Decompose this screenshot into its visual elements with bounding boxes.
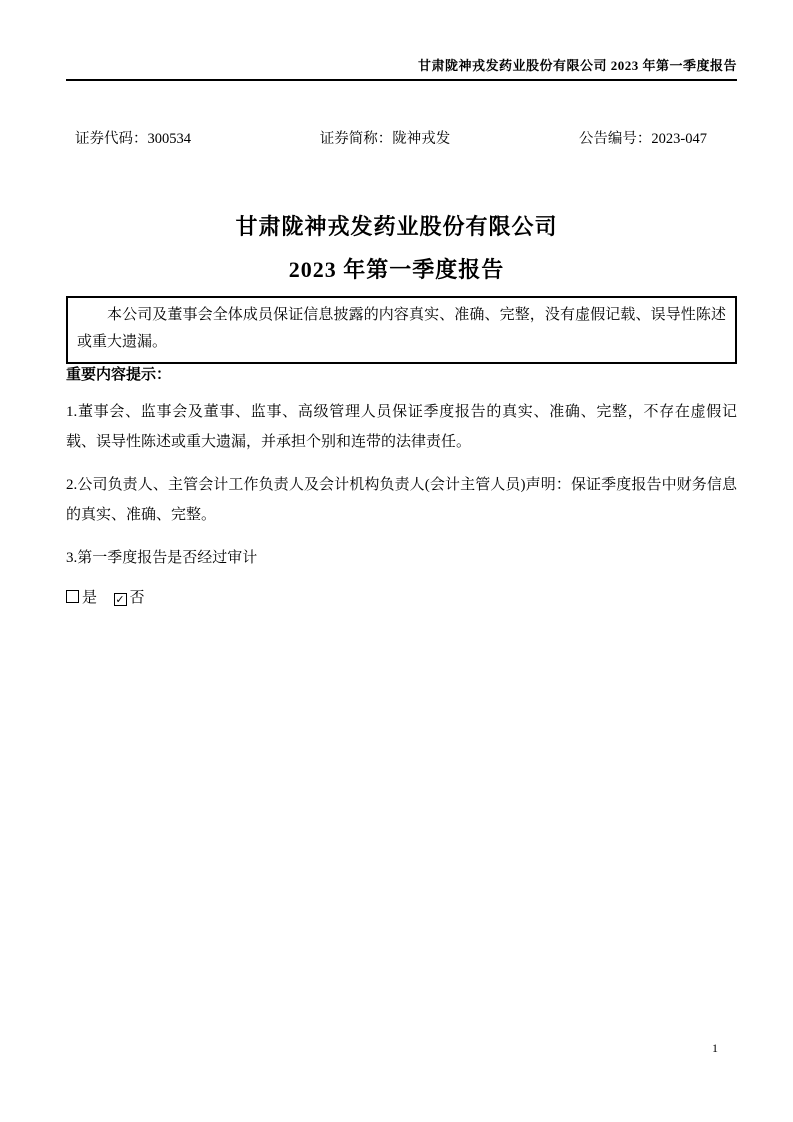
announcement-number: 公告编号：2023-047 [578, 131, 707, 147]
audit-no-label: 否 [129, 590, 145, 606]
audit-yes-label: 是 [82, 590, 98, 606]
checkbox-unchecked-icon [66, 590, 79, 603]
notice-item-1: 1.董事会、监事会及董事、监事、高级管理人员保证季度报告的真实、准确、完整，不存在虚假记载、误导性陈述或重大遗漏，并承担个别和连带的法律责任。 [66, 404, 737, 450]
page-header [66, 55, 737, 81]
important-notice-section [66, 366, 737, 607]
company-title: 甘肃陇神戎发药业股份有限公司 [235, 214, 558, 239]
statement-text: 本公司及董事会全体成员保证信息披露的内容真实、准确、完整，没有虚假记载、误导性陈述或重大遗漏。 [77, 307, 726, 350]
notice-heading: 重要内容提示： [66, 367, 172, 383]
stock-abbr: 证券简称：陇神戎发 [319, 131, 451, 147]
stock-code: 证券代码：300534 [75, 131, 191, 147]
notice-item-3: 3.第一季度报告是否经过审计 [66, 550, 258, 566]
statement-box [66, 296, 737, 364]
checkbox-checked-icon [114, 593, 127, 606]
audit-answer-row [66, 589, 737, 607]
header-title: 甘肃陇神戎发药业股份有限公司 2023 年第一季度报告 [417, 58, 737, 73]
page-number: 1 [712, 1041, 718, 1055]
report-title: 2023 年第一季度报告 [288, 257, 505, 282]
info-row [75, 127, 707, 148]
notice-item-2: 2.公司负责人、主管会计工作负责人及会计机构负责人(会计主管人员)声明：保证季度报告中财务信息的真实、准确、完整。 [66, 477, 737, 523]
checkmark-icon: ✓ [115, 593, 125, 606]
